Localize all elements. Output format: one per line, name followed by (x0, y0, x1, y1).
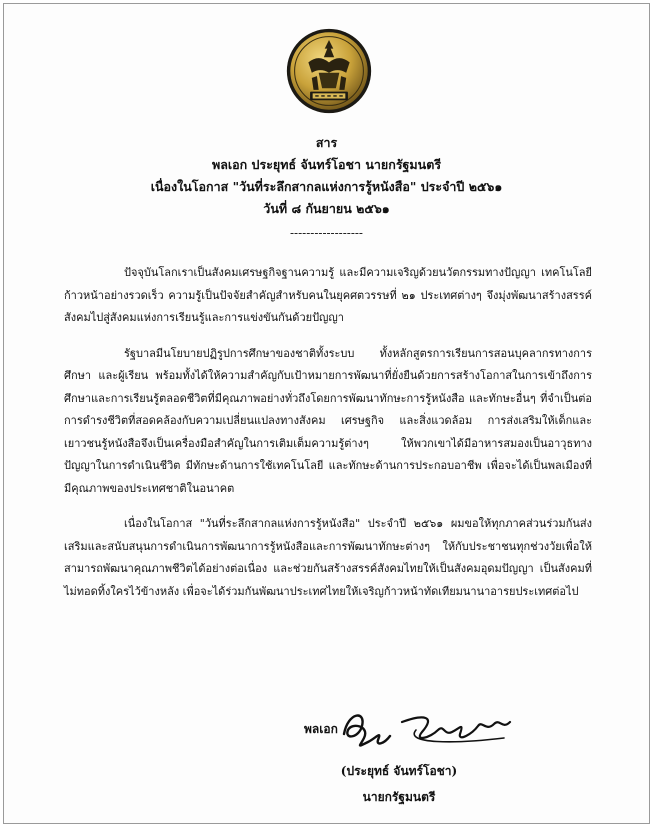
garuda-emblem-seal-icon (286, 28, 372, 114)
signatory-title: นายกรัฐมนตรี (362, 790, 436, 804)
message-heading: สาร (315, 135, 338, 150)
author-line: พลเอก ประยุทธ์ จันทร์โอชา นายกรัฐมนตรี (211, 157, 442, 172)
message-header (4, 132, 649, 242)
paragraph-2: รัฐบาลมีนโยบายปฏิรูปการศึกษาของชาติทั้งระบบ ทั้งหลักสูตรการเรียนการสอนบุคลากรทางการศึกษา และผู้เรียน พร้อมทั้งได้ให้ความสำคัญกับเป้าหมายการพัฒนาที่ยั่งยืนด้วยการสร้างโอกาสในการเข้าถึงการศึกษาและการเรียนรู้ตลอดชีวิตที่มีคุณภาพอย่างทั่วถึงโดยการพัฒนาทักษะการรู้หนังสือ และทักษะอื่นๆ ที่จำเป็นต่อการดำรงชีวิตที่สอดคล้องกับความเปลี่ยนแปลงทางสังคม เศรษฐกิจ และสิ่งแวดล้อม การส่งเสริมให้เด็กและเยาวชนรู้หนังสือจึงเป็นเครื่องมือสำคัญในการเติมเต็มความรู้ต่างๆ ให้พวกเขาได้มีอาหารสมองเป็นอาวุธทางปัญญาในการดำเนินชีวิต มีทักษะด้านการใช้เทคโนโลยี และทักษะด้านการประกอบอาชีพ เพื่อจะได้เป็นพลเมืองที่มีคุณภาพของประเทศชาติในอนาคต (64, 346, 592, 495)
document-page (3, 3, 650, 824)
divider: ------------------ (290, 226, 363, 240)
signatory-rank: พลเอก (304, 722, 338, 736)
paragraph-1: ปัจจุบันโลกเราเป็นสังคมเศรษฐกิจฐานความรู้ และมีความเจริญด้วยนวัตกรรมทางปัญญา เทคโนโลยีก้าวหน้าอย่างรวดเร็ว ความรู้เป็นปัจจัยสำคัญสำหรับคนในยุคศตวรรษที่ ๒๑ ประเทศต่างๆ จึงมุ่งพัฒนาสร้างสรรค์สังคมไปสู่สังคมแห่งการเรียนรู้และการแข่งขันกันด้วยปัญญา (64, 266, 592, 324)
occasion-line: เนื่องในโอกาส "วันที่ระลึกสากลแห่งการรู้หนังสือ" ประจำปี ๒๕๖๑ (150, 179, 503, 194)
handwritten-signature-icon (304, 704, 544, 754)
message-body (64, 262, 592, 616)
signatory-name: (ประยุทธ์ จันทร์โอชา) (340, 764, 458, 778)
date-line: วันที่ ๘ กันยายน ๒๕๖๑ (263, 201, 390, 216)
paragraph-3: เนื่องในโอกาส "วันที่ระลึกสากลแห่งการรู้หนังสือ" ประจำปี ๒๕๖๑ ผมขอให้ทุกภาคส่วนร่วมกันส่งเสริมและสนับสนุนการดำเนินการพัฒนาการรู้หนังสือและการพัฒนาทักษะต่างๆ ให้กับประชาชนทุกช่วงวัยเพื่อให้สามารถพัฒนาคุณภาพชีวิตได้อย่างต่อเนื่อง และช่วยกันสร้างสรรค์สังคมไทยให้เป็นสังคมอุดมปัญญา เป็นสังคมที่ไม่ทอดทิ้งใครไว้ข้างหลัง เพื่อจะได้ร่วมกันพัฒนาประเทศไทยให้เจริญก้าวหน้าทัดเทียมนานาอารยประเทศต่อไป (64, 517, 592, 598)
